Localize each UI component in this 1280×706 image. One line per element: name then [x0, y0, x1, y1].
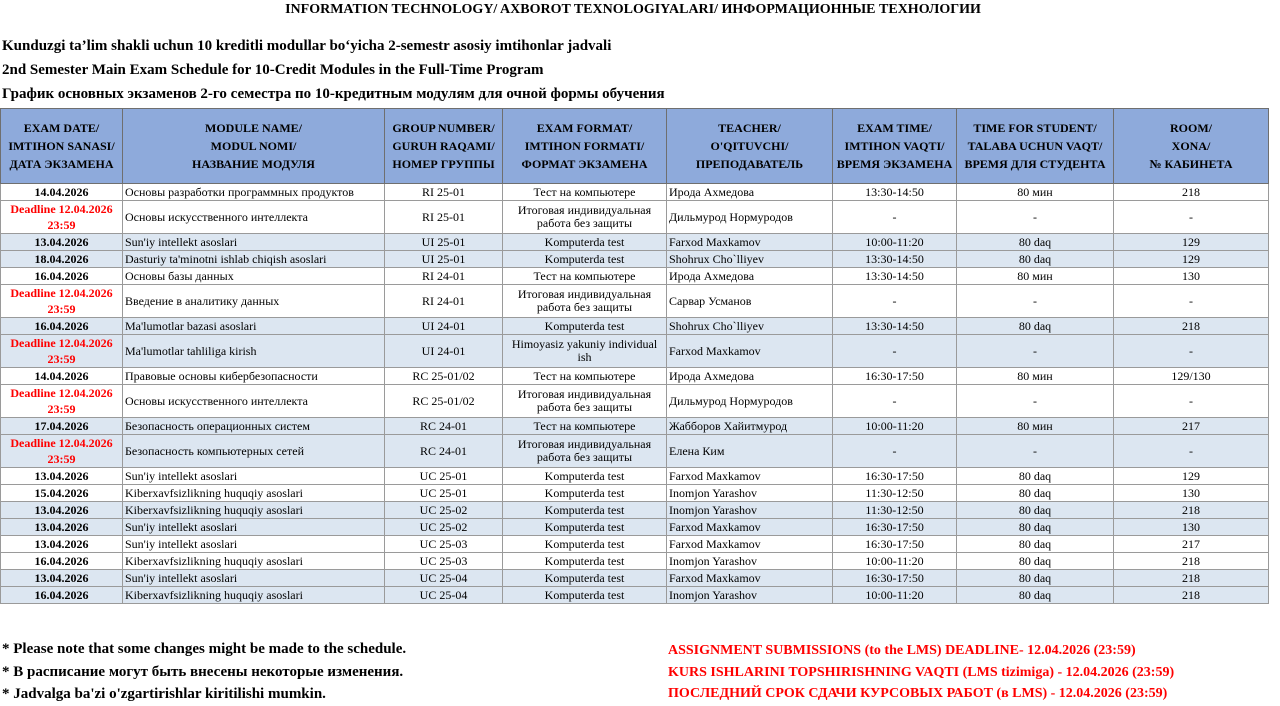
- cell-module-name: Безопасность компьютерных сетей: [123, 435, 385, 468]
- cell-exam-date: 14.04.2026: [1, 368, 123, 385]
- cell-teacher: Inomjon Yarashov: [667, 485, 833, 502]
- cell-exam-time: 13:30-14:50: [833, 268, 957, 285]
- note-uz: * Jadvalga ba'zi o'zgartirishlar kiritilishi mumkin.: [2, 686, 326, 702]
- cell-room: 129: [1114, 468, 1269, 485]
- cell-room: 218: [1114, 184, 1269, 201]
- cell-room: 130: [1114, 519, 1269, 536]
- col-header-student-time: TIME FOR STUDENT/ TALABA UCHUN VAQT/ ВРЕМЯ ДЛЯ СТУДЕНТА: [957, 109, 1114, 184]
- cell-exam-time: -: [833, 385, 957, 418]
- col-header-exam-date: EXAM DATE/ IMTIHON SANASI/ ДАТА ЭКЗАМЕНА: [1, 109, 123, 184]
- cell-student-time: -: [957, 385, 1114, 418]
- cell-group-number: RI 25-01: [385, 201, 503, 234]
- cell-exam-time: -: [833, 285, 957, 318]
- cell-exam-time: 13:30-14:50: [833, 184, 957, 201]
- col-header-exam-time: EXAM TIME/ IMTIHON VAQTI/ ВРЕМЯ ЭКЗАМЕНА: [833, 109, 957, 184]
- table-row: [1, 184, 1269, 201]
- table-row: [1, 468, 1269, 485]
- cell-room: 130: [1114, 485, 1269, 502]
- cell-exam-format: Komputerda test: [503, 519, 667, 536]
- cell-exam-format: Итоговая индивидуальная работа без защиты: [503, 435, 667, 468]
- cell-student-time: 80 daq: [957, 536, 1114, 553]
- cell-student-time: 80 daq: [957, 485, 1114, 502]
- cell-teacher: Ирода Ахмедова: [667, 184, 833, 201]
- cell-room: 218: [1114, 570, 1269, 587]
- cell-group-number: RC 24-01: [385, 418, 503, 435]
- cell-teacher: Inomjon Yarashov: [667, 502, 833, 519]
- table-row: [1, 553, 1269, 570]
- deadline-note-uz: KURS ISHLARINI TOPSHIRISHNING VAQTI (LMS tizimiga) - 12.04.2026 (23:59): [668, 665, 1175, 680]
- table-row: [1, 285, 1269, 318]
- cell-module-name: Основы разработки программных продуктов: [123, 184, 385, 201]
- cell-module-name: Основы искусственного интеллекта: [123, 201, 385, 234]
- cell-exam-format: Komputerda test: [503, 468, 667, 485]
- cell-exam-time: 16:30-17:50: [833, 536, 957, 553]
- cell-teacher: Inomjon Yarashov: [667, 587, 833, 604]
- cell-exam-date: Deadline 12.04.2026 23:59: [1, 435, 123, 468]
- cell-exam-format: Komputerda test: [503, 587, 667, 604]
- cell-exam-format: Komputerda test: [503, 553, 667, 570]
- cell-module-name: Основы искусственного интеллекта: [123, 385, 385, 418]
- table-body: [1, 184, 1269, 604]
- table-row: [1, 485, 1269, 502]
- table-row: [1, 570, 1269, 587]
- cell-room: -: [1114, 435, 1269, 468]
- table-row: [1, 587, 1269, 604]
- table-header-row: [1, 109, 1269, 184]
- cell-exam-date: Deadline 12.04.2026 23:59: [1, 385, 123, 418]
- cell-exam-date: 16.04.2026: [1, 268, 123, 285]
- cell-group-number: UI 24-01: [385, 335, 503, 368]
- table-row: [1, 268, 1269, 285]
- cell-exam-time: 16:30-17:50: [833, 368, 957, 385]
- note-en: * Please note that some changes might be made to the schedule.: [2, 641, 407, 657]
- cell-teacher: Farxod Maxkamov: [667, 468, 833, 485]
- cell-exam-format: Komputerda test: [503, 318, 667, 335]
- cell-exam-format: Тест на компьютере: [503, 368, 667, 385]
- cell-exam-time: 16:30-17:50: [833, 570, 957, 587]
- cell-group-number: UC 25-02: [385, 519, 503, 536]
- cell-student-time: 80 daq: [957, 318, 1114, 335]
- cell-room: 129: [1114, 234, 1269, 251]
- col-header-module-name: MODULE NAME/ MODUL NOMI/ НАЗВАНИЕ МОДУЛЯ: [123, 109, 385, 184]
- cell-teacher: Farxod Maxkamov: [667, 335, 833, 368]
- cell-student-time: -: [957, 335, 1114, 368]
- cell-student-time: 80 daq: [957, 570, 1114, 587]
- cell-teacher: Shohrux Cho`lliyev: [667, 251, 833, 268]
- cell-exam-format: Тест на компьютере: [503, 418, 667, 435]
- cell-module-name: Sun'iy intellekt asoslari: [123, 519, 385, 536]
- cell-teacher: Ирода Ахмедова: [667, 368, 833, 385]
- cell-exam-time: -: [833, 335, 957, 368]
- cell-exam-date: 13.04.2026: [1, 570, 123, 587]
- col-header-room: ROOM/ XONA/ № КАБИНЕТА: [1114, 109, 1269, 184]
- cell-group-number: UI 25-01: [385, 234, 503, 251]
- cell-group-number: RC 25-01/02: [385, 368, 503, 385]
- cell-student-time: -: [957, 201, 1114, 234]
- cell-student-time: 80 daq: [957, 553, 1114, 570]
- cell-module-name: Ma'lumotlar tahliliga kirish: [123, 335, 385, 368]
- cell-group-number: UI 25-01: [385, 251, 503, 268]
- cell-exam-date: 13.04.2026: [1, 536, 123, 553]
- cell-teacher: Farxod Maxkamov: [667, 570, 833, 587]
- cell-module-name: Sun'iy intellekt asoslari: [123, 570, 385, 587]
- cell-student-time: 80 daq: [957, 468, 1114, 485]
- cell-exam-format: Komputerda test: [503, 485, 667, 502]
- cell-teacher: Ирода Ахмедова: [667, 268, 833, 285]
- cell-exam-time: -: [833, 201, 957, 234]
- cell-exam-format: Тест на компьютере: [503, 184, 667, 201]
- cell-module-name: Правовые основы кибербезопасности: [123, 368, 385, 385]
- cell-room: 129/130: [1114, 368, 1269, 385]
- cell-module-name: Ma'lumotlar bazasi asoslari: [123, 318, 385, 335]
- cell-module-name: Kiberxavfsizlikning huquqiy asoslari: [123, 587, 385, 604]
- table-row: [1, 335, 1269, 368]
- cell-room: -: [1114, 201, 1269, 234]
- cell-group-number: RI 24-01: [385, 268, 503, 285]
- heading-uz: Kunduzgi ta’lim shakli uchun 10 kreditli modullar bo‘yicha 2-semestr asosiy imtihonlar jadvali: [2, 38, 612, 54]
- cell-exam-time: 13:30-14:50: [833, 251, 957, 268]
- cell-exam-time: 11:30-12:50: [833, 502, 957, 519]
- cell-exam-time: 10:00-11:20: [833, 418, 957, 435]
- cell-teacher: Shohrux Cho`lliyev: [667, 318, 833, 335]
- cell-group-number: UC 25-03: [385, 536, 503, 553]
- cell-student-time: 80 daq: [957, 251, 1114, 268]
- table-row: [1, 536, 1269, 553]
- col-header-group-number: GROUP NUMBER/ GURUH RAQAMI/ НОМЕР ГРУППЫ: [385, 109, 503, 184]
- note-ru: * В расписание могут быть внесены некоторые изменения.: [2, 664, 404, 680]
- cell-exam-date: 17.04.2026: [1, 418, 123, 435]
- cell-group-number: RC 24-01: [385, 435, 503, 468]
- cell-student-time: 80 daq: [957, 502, 1114, 519]
- cell-group-number: UC 25-01: [385, 468, 503, 485]
- table-row: [1, 234, 1269, 251]
- cell-exam-format: Итоговая индивидуальная работа без защиты: [503, 201, 667, 234]
- cell-exam-date: Deadline 12.04.2026 23:59: [1, 285, 123, 318]
- cell-room: -: [1114, 385, 1269, 418]
- cell-room: 129: [1114, 251, 1269, 268]
- cell-module-name: Sun'iy intellekt asoslari: [123, 468, 385, 485]
- cell-module-name: Kiberxavfsizlikning huquqiy asoslari: [123, 502, 385, 519]
- cell-room: 218: [1114, 553, 1269, 570]
- cell-exam-format: Komputerda test: [503, 234, 667, 251]
- cell-room: 218: [1114, 587, 1269, 604]
- cell-group-number: RI 24-01: [385, 285, 503, 318]
- cell-room: 218: [1114, 502, 1269, 519]
- deadline-note-en: ASSIGNMENT SUBMISSIONS (to the LMS) DEADLINE- 12.04.2026 (23:59): [668, 643, 1136, 658]
- cell-student-time: 80 мин: [957, 368, 1114, 385]
- cell-teacher: Дильмурод Нормуродов: [667, 385, 833, 418]
- deadline-note-ru: ПОСЛЕДНИЙ СРОК СДАЧИ КУРСОВЫХ РАБОТ (в LMS) - 12.04.2026 (23:59): [668, 686, 1168, 701]
- cell-student-time: 80 daq: [957, 587, 1114, 604]
- cell-room: 217: [1114, 418, 1269, 435]
- cell-exam-format: Himoyasiz yakuniy individual ish: [503, 335, 667, 368]
- table-row: [1, 251, 1269, 268]
- table-row: [1, 318, 1269, 335]
- cell-teacher: Жабборов Хайитмурод: [667, 418, 833, 435]
- cell-room: -: [1114, 285, 1269, 318]
- cell-student-time: 80 мин: [957, 268, 1114, 285]
- cell-room: 218: [1114, 318, 1269, 335]
- page-title: INFORMATION TECHNOLOGY/ AXBOROT TEXNOLOGIYALARI/ ИНФОРМАЦИОННЫЕ ТЕХНОЛОГИИ: [285, 2, 981, 17]
- cell-exam-format: Komputerda test: [503, 570, 667, 587]
- cell-exam-date: 16.04.2026: [1, 553, 123, 570]
- col-header-teacher: TEACHER/ O'QITUVCHI/ ПРЕПОДАВАТЕЛЬ: [667, 109, 833, 184]
- cell-exam-format: Итоговая индивидуальная работа без защиты: [503, 285, 667, 318]
- cell-exam-time: 16:30-17:50: [833, 468, 957, 485]
- cell-exam-date: 18.04.2026: [1, 251, 123, 268]
- cell-exam-date: 16.04.2026: [1, 587, 123, 604]
- cell-student-time: -: [957, 285, 1114, 318]
- cell-room: 217: [1114, 536, 1269, 553]
- cell-exam-date: Deadline 12.04.2026 23:59: [1, 201, 123, 234]
- table-row: [1, 519, 1269, 536]
- cell-teacher: Farxod Maxkamov: [667, 234, 833, 251]
- cell-student-time: 80 daq: [957, 234, 1114, 251]
- cell-module-name: Sun'iy intellekt asoslari: [123, 536, 385, 553]
- cell-exam-time: 10:00-11:20: [833, 553, 957, 570]
- cell-module-name: Dasturiy ta'minotni ishlab chiqish asoslari: [123, 251, 385, 268]
- cell-student-time: -: [957, 435, 1114, 468]
- cell-exam-time: 11:30-12:50: [833, 485, 957, 502]
- cell-exam-date: Deadline 12.04.2026 23:59: [1, 335, 123, 368]
- cell-exam-date: 13.04.2026: [1, 468, 123, 485]
- cell-group-number: RC 25-01/02: [385, 385, 503, 418]
- table-row: [1, 502, 1269, 519]
- cell-exam-time: -: [833, 435, 957, 468]
- cell-teacher: Inomjon Yarashov: [667, 553, 833, 570]
- cell-teacher: Елена Ким: [667, 435, 833, 468]
- col-header-exam-format: EXAM FORMAT/ IMTIHON FORMATI/ ФОРМАТ ЭКЗАМЕНА: [503, 109, 667, 184]
- cell-exam-time: 13:30-14:50: [833, 318, 957, 335]
- heading-en: 2nd Semester Main Exam Schedule for 10-Credit Modules in the Full-Time Program: [2, 62, 544, 78]
- cell-group-number: RI 25-01: [385, 184, 503, 201]
- cell-group-number: UC 25-03: [385, 553, 503, 570]
- cell-group-number: UC 25-01: [385, 485, 503, 502]
- cell-module-name: Безопасность операционных систем: [123, 418, 385, 435]
- cell-module-name: Kiberxavfsizlikning huquqiy asoslari: [123, 553, 385, 570]
- cell-room: -: [1114, 335, 1269, 368]
- cell-student-time: 80 мин: [957, 184, 1114, 201]
- cell-teacher: Farxod Maxkamov: [667, 519, 833, 536]
- cell-exam-format: Итоговая индивидуальная работа без защиты: [503, 385, 667, 418]
- cell-group-number: UC 25-02: [385, 502, 503, 519]
- cell-exam-date: 16.04.2026: [1, 318, 123, 335]
- cell-student-time: 80 daq: [957, 519, 1114, 536]
- cell-teacher: Farxod Maxkamov: [667, 536, 833, 553]
- table-row: [1, 435, 1269, 468]
- cell-exam-date: 13.04.2026: [1, 519, 123, 536]
- cell-exam-date: 14.04.2026: [1, 184, 123, 201]
- cell-group-number: UC 25-04: [385, 587, 503, 604]
- cell-group-number: UC 25-04: [385, 570, 503, 587]
- cell-exam-time: 10:00-11:20: [833, 587, 957, 604]
- cell-student-time: 80 мин: [957, 418, 1114, 435]
- table-row: [1, 385, 1269, 418]
- cell-room: 130: [1114, 268, 1269, 285]
- cell-exam-time: 10:00-11:20: [833, 234, 957, 251]
- cell-exam-format: Komputerda test: [503, 536, 667, 553]
- cell-group-number: UI 24-01: [385, 318, 503, 335]
- cell-module-name: Kiberxavfsizlikning huquqiy asoslari: [123, 485, 385, 502]
- cell-exam-format: Komputerda test: [503, 251, 667, 268]
- exam-schedule-table: [0, 108, 1269, 604]
- cell-exam-date: 15.04.2026: [1, 485, 123, 502]
- cell-exam-date: 13.04.2026: [1, 502, 123, 519]
- cell-teacher: Дильмурод Нормуродов: [667, 201, 833, 234]
- cell-exam-date: 13.04.2026: [1, 234, 123, 251]
- heading-ru: График основных экзаменов 2-го семестра по 10-кредитным модулям для очной формы обучения: [2, 86, 665, 102]
- table-row: [1, 201, 1269, 234]
- table-row: [1, 368, 1269, 385]
- cell-module-name: Основы базы данных: [123, 268, 385, 285]
- table-row: [1, 418, 1269, 435]
- cell-exam-format: Komputerda test: [503, 502, 667, 519]
- cell-exam-time: 16:30-17:50: [833, 519, 957, 536]
- cell-module-name: Sun'iy intellekt asoslari: [123, 234, 385, 251]
- cell-exam-format: Тест на компьютере: [503, 268, 667, 285]
- cell-module-name: Введение в аналитику данных: [123, 285, 385, 318]
- cell-teacher: Сарвар Усманов: [667, 285, 833, 318]
